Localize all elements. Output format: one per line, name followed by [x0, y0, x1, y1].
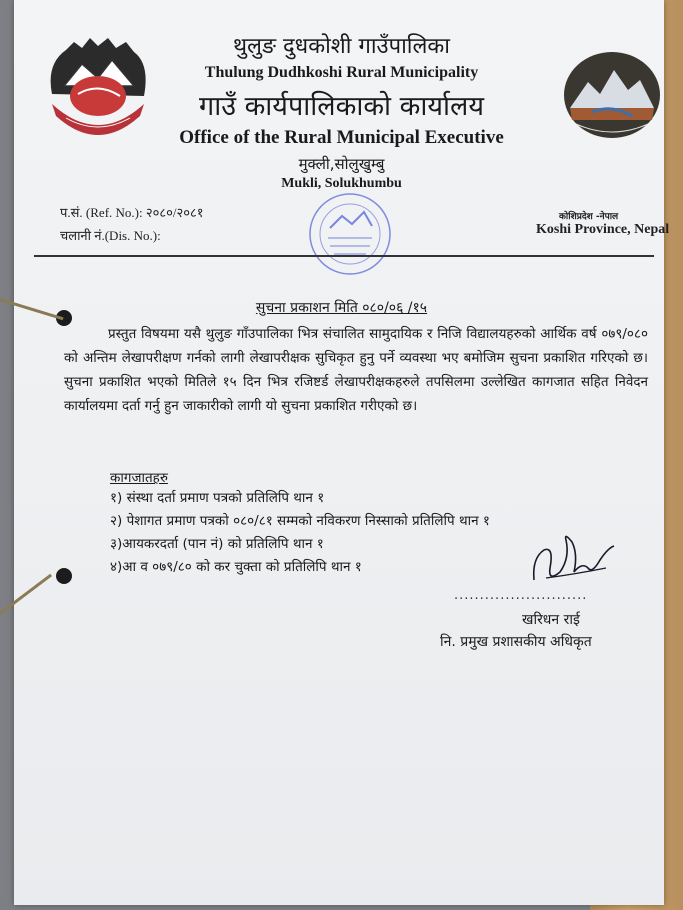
ref-label: प.सं. (Ref. No.): — [60, 205, 143, 220]
ref-value: २०८०/२०८१ — [145, 205, 204, 220]
signature-icon — [526, 528, 618, 590]
documents-list — [110, 487, 490, 579]
documents-heading: कागजातहरु — [110, 470, 168, 486]
notice-subject: सुचना प्रकाशन मिति ०८०/०६ /१५ — [255, 300, 428, 316]
municipality-name-en: Thulung Dudhkoshi Rural Municipality — [204, 64, 479, 81]
signer-title: नि. प्रमुख प्रशासकीय अधिकृत — [440, 634, 592, 650]
address-np: मुक्ली,सोलुखुम्बु — [298, 155, 385, 173]
document-item: २) पेशागत प्रमाण पत्रको ०८०/८१ सम्मको नविकरण निस्साको प्रतिलिपि थान १ — [110, 513, 490, 529]
document-item: ३)आयकरदर्ता (पान नं) को प्रतिलिपि थान १ — [110, 536, 324, 552]
notice-paragraph: प्रस्तुत विषयमा यसै थुलुङ गाँउपालिका भित्र संचालित सामुदायिक र निजि विद्यालयहरुको आर्थिक वर्ष ०७९/०८० को अन्तिम लेखापरीक्षण गर्नको लागी लेखापरीक्षक सुचिकृत हुनु पर्ने व्यवस्था भए बमोजिम सुचना प्रकाशित गरिएको छ।सुचना प्रकाशित भएको मितिले १५ दिन भित्र रजिष्टर्ड लेखापरीक्षकहरुले तपसिलमा उल्लेखित कागजात सहित निवेदन कार्यालयमा दर्ता गर्नु हुन जाकारीको लागी यो सुचना प्रकाशित गरीएको छ। — [64, 326, 648, 414]
signer-name: खरिधन राई — [522, 612, 580, 628]
notice-body — [64, 322, 648, 418]
office-title-en: Office of the Rural Municipal Executive — [179, 127, 504, 148]
municipality-name-np: थुलुङ दुधकोशी गाउँपालिका — [233, 34, 450, 59]
province-np: कोशिप्रदेश -नेपाल — [559, 212, 619, 222]
official-stamp-icon — [300, 188, 400, 288]
signature-line: .......................... — [454, 588, 588, 603]
province-en: Koshi Province, Nepal — [536, 222, 670, 237]
punch-hole-bottom — [56, 568, 72, 584]
office-title-np: गाउँ कार्यपालिकाको कार्यालय — [199, 91, 484, 122]
document-item: १) संस्था दर्ता प्रमाण पत्रको प्रतिलिपि थान १ — [110, 490, 325, 506]
address-en: Mukli, Solukhumbu — [281, 176, 402, 191]
reference-block — [60, 203, 204, 249]
header-divider — [34, 255, 654, 257]
dispatch-label: चलानी नं.(Dis. No.): — [60, 228, 161, 243]
document-item: ४)आ व ०७९/८० को कर चुक्ता को प्रतिलिपि थान १ — [110, 559, 362, 575]
